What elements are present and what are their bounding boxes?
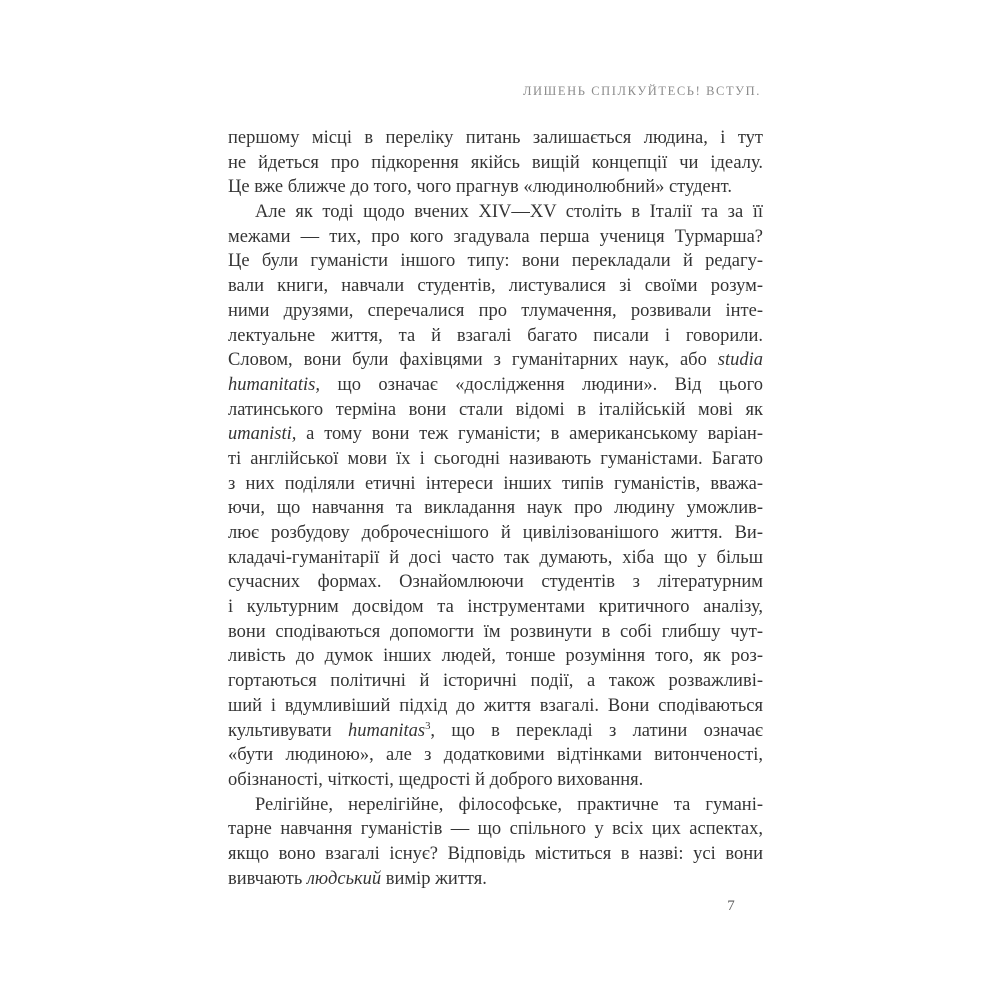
text-segment: кладачі-гуманітарії й досі часто так думають, хіба що у більш: [228, 547, 763, 568]
text-segment: umanisti,: [228, 424, 297, 445]
text-line: [228, 521, 763, 546]
text-line: [228, 249, 763, 274]
text-line: [228, 570, 763, 595]
text-line: [228, 422, 763, 447]
text-line: [228, 669, 763, 694]
text-line: [228, 546, 763, 571]
text-line: [228, 175, 763, 200]
text-line: [228, 743, 763, 768]
text-segment: вони сподіваються допомогти їм розвинути в собі глибшу чут-: [228, 621, 763, 642]
text-segment: Але як тоді щодо вчених XIV—XV століть в Італії та за її: [255, 202, 763, 223]
text-line: [228, 496, 763, 521]
page-number: 7: [727, 898, 735, 914]
text-line: [228, 867, 763, 892]
paragraph: [228, 793, 763, 892]
text-line: [228, 373, 763, 398]
text-line: [228, 447, 763, 472]
text-segment: сучасних формах. Ознайомлюючи студентів з літературним: [228, 572, 763, 593]
paragraph: [228, 200, 763, 793]
text-line: [228, 694, 763, 719]
running-header: ЛИШЕНЬ СПІЛКУЙТЕСЬ! ВСТУП.: [522, 84, 761, 98]
text-segment: гортаються політичні й історичні події, а також розважливі-: [228, 671, 763, 692]
text-segment: вимір життя.: [381, 868, 487, 889]
text-line: [228, 719, 763, 744]
text-segment: ший і вдумливіший підхід до життя взагалі. Вони сподіваються: [228, 695, 763, 716]
text-line: [228, 299, 763, 324]
text-segment: лює розбудову доброчеснішого й цивілізованішого життя. Ви-: [228, 523, 763, 543]
text-segment: що означає «дослідження людини». Від цього: [320, 374, 763, 395]
text-line: [228, 225, 763, 250]
text-segment: ті англійської мови їх і сьогодні називають гуманістами. Багато: [228, 448, 763, 469]
text-segment: не йдеться про підкорення якійсь вищій концепції чи ідеалу.: [228, 152, 763, 173]
text-segment: вивчають: [228, 868, 307, 889]
paragraph: [228, 126, 763, 200]
text-segment: лектуальне життя, та й взагалі багато писали і говорили.: [228, 325, 763, 346]
text-line: [228, 644, 763, 669]
text-segment: studia: [717, 350, 763, 371]
text-segment: humanitatis,: [228, 374, 320, 395]
text-line: [228, 817, 763, 842]
text-segment: з них поділяли етичні інтереси інших типів гуманістів, вважа-: [228, 473, 763, 494]
text-segment: ними друзями, сперечалися про тлумачення, розвивали інте-: [228, 300, 763, 321]
body-text: [228, 126, 763, 891]
text-segment: ливість до думок інших людей, тонше розуміння того, як роз-: [228, 646, 763, 667]
text-line: [228, 151, 763, 176]
text-segment: humanitas: [347, 720, 426, 741]
text-line: [228, 768, 763, 793]
text-line: [228, 793, 763, 818]
text-line: [228, 620, 763, 645]
text-segment: першому місці в переліку питань залишається людина, і тут: [228, 128, 763, 148]
text-line: [228, 842, 763, 867]
text-line: [228, 126, 763, 151]
text-segment: а тому вони теж гуманісти; в американському варіан-: [296, 424, 763, 445]
text-segment: ючи, що навчання та викладання наук про людину уможлив-: [228, 498, 763, 519]
text-line: [228, 398, 763, 423]
text-segment: і культурним досвідом та інструментами критичного аналізу,: [228, 597, 763, 618]
text-segment: вали книги, навчали студентів, листувалися зі своїми розум-: [228, 276, 763, 297]
text-segment: Словом, вони були фахівцями з гуманітарних наук, або: [228, 350, 718, 371]
text-segment: «бути людиною», але з додатковими відтінками витонченості,: [228, 745, 763, 766]
text-segment: Це вже ближче до того, чого прагнув «людинолюбний» студент.: [228, 177, 732, 198]
text-segment: обізнаності, чіткості, щедрості й доброго виховання.: [228, 769, 644, 790]
text-segment: тарне навчання гуманістів — що спільного у всіх цих аспектах,: [228, 819, 763, 840]
text-segment: якщо воно взагалі існує? Відповідь міститься в назві: усі вони: [228, 843, 763, 864]
text-line: [228, 200, 763, 225]
text-line: [228, 348, 763, 373]
text-segment: культивувати: [228, 720, 348, 741]
footnote-marker: 3: [425, 719, 431, 732]
text-segment: Релігійне, нерелігійне, філософське, практичне та гумані-: [255, 794, 763, 815]
text-segment: латинського терміна вони стали відомі в італійській мові як: [228, 399, 763, 420]
text-line: [228, 595, 763, 620]
text-segment: Це були гуманісти іншого типу: вони перекладали й редагу-: [228, 251, 763, 272]
text-segment: межами — тих, про кого згадувала перша учениця Турмарша?: [228, 226, 763, 247]
text-segment: , що в перекладі з латини означає: [430, 720, 763, 741]
text-line: [228, 324, 763, 349]
text-line: [228, 274, 763, 299]
text-segment: людський: [306, 868, 382, 889]
text-line: [228, 472, 763, 497]
